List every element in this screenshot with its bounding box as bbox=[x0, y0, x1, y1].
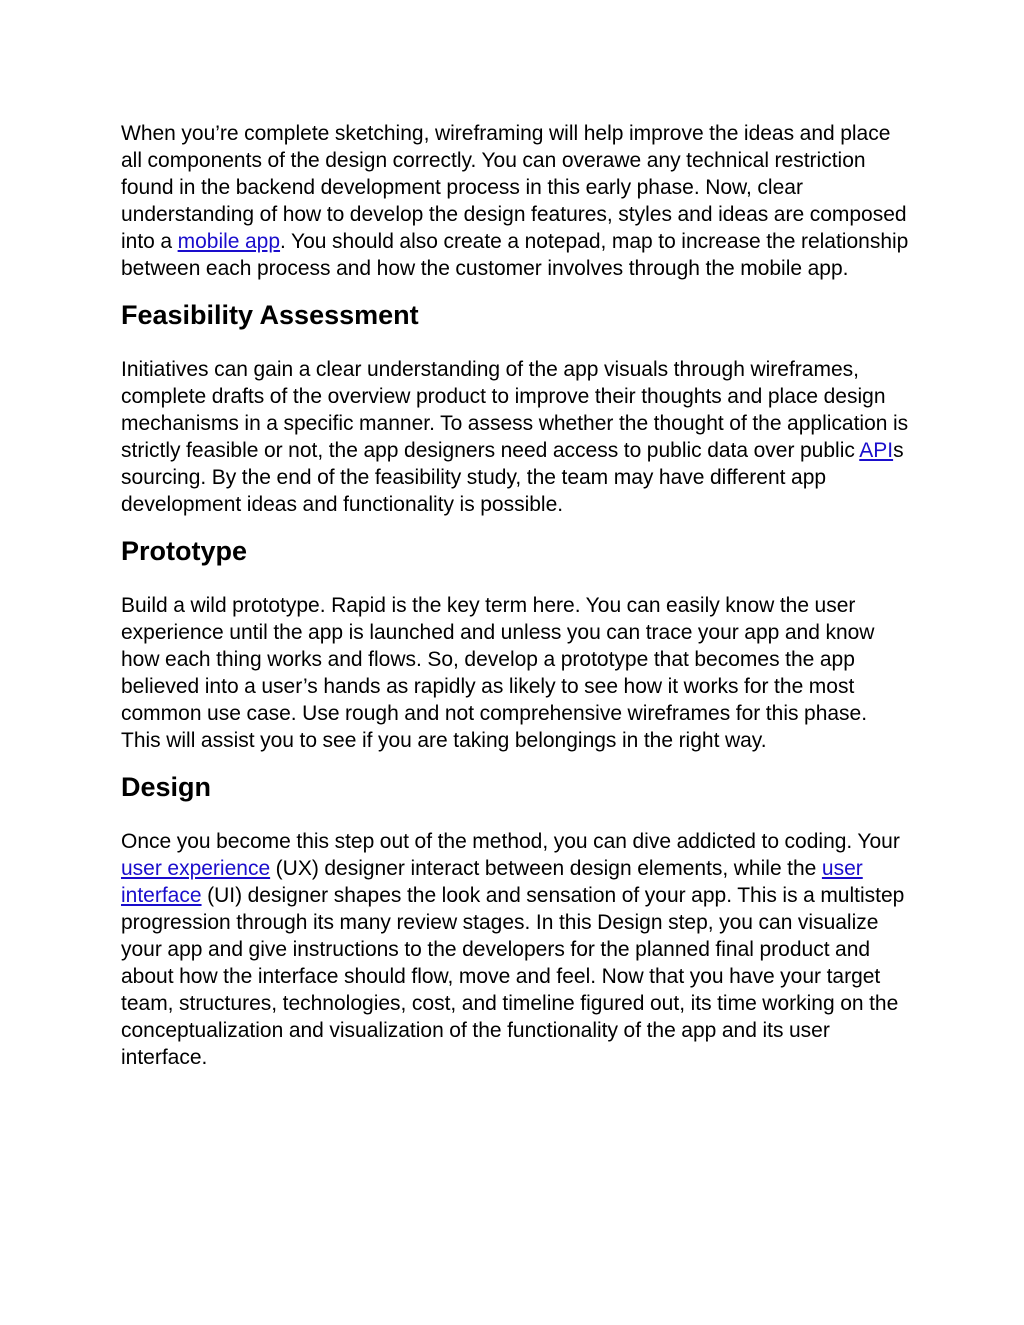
paragraph-text: . You should also create a notepad, map to increase the relationship between each process and how the customer involves through the mobile app. bbox=[121, 230, 909, 280]
mobile-app-link[interactable]: mobile app bbox=[177, 230, 281, 253]
api-link[interactable]: API bbox=[859, 439, 894, 462]
paragraph-text: When you’re complete sketching, wireframing will help improve the ideas and place all components of the design correctly. You can overawe any technical restriction found in the backend development process in this early phase. Now, clear understanding of how to develop the design features, styles and ideas are composed into a bbox=[121, 122, 907, 253]
heading-feasibility-assessment: Feasibility Assessment bbox=[121, 300, 419, 330]
design-paragraph bbox=[121, 828, 911, 1071]
intro-paragraph bbox=[121, 120, 911, 282]
heading-prototype: Prototype bbox=[121, 536, 248, 566]
paragraph-text: s sourcing. By the end of the feasibility study, the team may have different app development ideas and functionality is possible. bbox=[121, 439, 904, 516]
paragraph-text: Once you become this step out of the method, you can dive addicted to coding. Your bbox=[121, 830, 900, 853]
prototype-paragraph bbox=[121, 592, 911, 754]
feasibility-paragraph bbox=[121, 356, 911, 518]
heading-design: Design bbox=[121, 772, 212, 802]
document-page bbox=[121, 120, 911, 1071]
user-experience-link[interactable]: user experience bbox=[121, 857, 271, 880]
paragraph-text: (UX) designer interact between design elements, while the bbox=[270, 857, 822, 880]
paragraph-text: Build a wild prototype. Rapid is the key term here. You can easily know the user experience until the app is launched and unless you can trace your app and know how each thing works and flows. So, develop a prototype that becomes the app believed into a user’s hands as rapidly as likely to see how it works for the most common use case. Use rough and not comprehensive wireframes for this phase. This will assist you to see if you are taking belongings in the right way. bbox=[121, 594, 875, 752]
paragraph-text: Initiatives can gain a clear understanding of the app visuals through wireframes, complete drafts of the overview product to improve their thoughts and place design mechanisms in a specific manner. To assess whether the thought of the application is strictly feasible or not, the app designers need access to public data over public bbox=[121, 358, 909, 462]
user-interface-link[interactable]: user interface bbox=[121, 857, 863, 907]
paragraph-text: (UI) designer shapes the look and sensation of your app. This is a multistep progression through its many review stages. In this Design step, you can visualize your app and give instructions to the developers for the planned final product and about how the interface should flow, move and feel. Now that you have your target team, structures, technologies, cost, and timeline figured out, its time working on the conceptualization and visualization of the functionality of the app and its user interface. bbox=[121, 884, 905, 1069]
